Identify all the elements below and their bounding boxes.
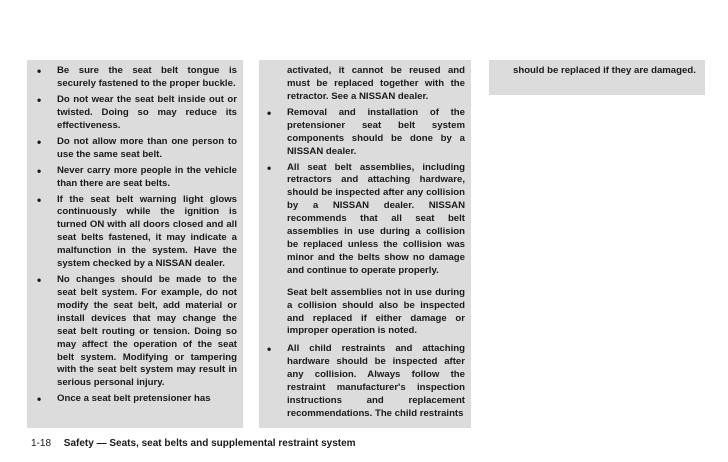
- right-column: [489, 60, 705, 95]
- warning-list-2: [267, 343, 465, 420]
- warning-list: [37, 65, 237, 406]
- warning-list: [267, 107, 465, 278]
- page-number: 1-18: [31, 438, 52, 449]
- list-item: • Do not allow more than one person to use the same seat belt.: [37, 136, 237, 162]
- list-item: • All seat belt assemblies, including retractors and attaching hardware, should be inspected after any collision by a NISSAN dealer. NISSAN recommends that all seat belt assemblies in use during a collision be replaced unless the collision was minor and the belts show no damage and continue to operate properly.: [267, 162, 465, 278]
- continued-text: should be replaced if they are damaged.: [513, 65, 696, 76]
- middle-column: [259, 60, 471, 428]
- list-item: • Do not wear the seat belt inside out or twisted. Doing so may reduce its effectiveness.: [37, 94, 237, 133]
- left-column: [27, 60, 243, 428]
- page-footer: [31, 438, 356, 449]
- list-item: • No changes should be made to the seat belt system. For example, do not modify the seat belt, add material or install devices that may change the seat belt routing or tension. Doing so may affect the operation of the seat belt system. Modifying or tampering with the seat belt system may result in serious personal injury.: [37, 274, 237, 390]
- list-item: • Removal and installation of the pretensioner seat belt system components should be done by a NISSAN dealer.: [267, 107, 465, 159]
- list-item: • Never carry more people in the vehicle than there are seat belts.: [37, 165, 237, 191]
- list-item: • Be sure the seat belt tongue is securely fastened to the proper buckle.: [37, 65, 237, 91]
- list-item: • All child restraints and attaching hardware should be inspected after any collision. Always follow the restraint manufacturer's inspection instructions and replacement recommendations. The child restraints: [267, 343, 465, 420]
- list-item: • If the seat belt warning light glows continuously while the ignition is turned ON with all doors closed and all seat belts fastened, it may indicate a malfunction in the system. Have the system checked by a NISSAN dealer.: [37, 194, 237, 271]
- section-title: Safety — Seats, seat belts and supplemental restraint system: [63, 438, 356, 449]
- list-item: • Once a seat belt pretensioner has: [37, 393, 237, 406]
- continued-text: activated, it cannot be reused and must be replaced together with the retractor. See a NISSAN dealer.: [287, 65, 465, 102]
- paragraph: Seat belt assemblies not in use during a collision should also be inspected and replaced if either damage or improper operation is noted.: [287, 286, 465, 337]
